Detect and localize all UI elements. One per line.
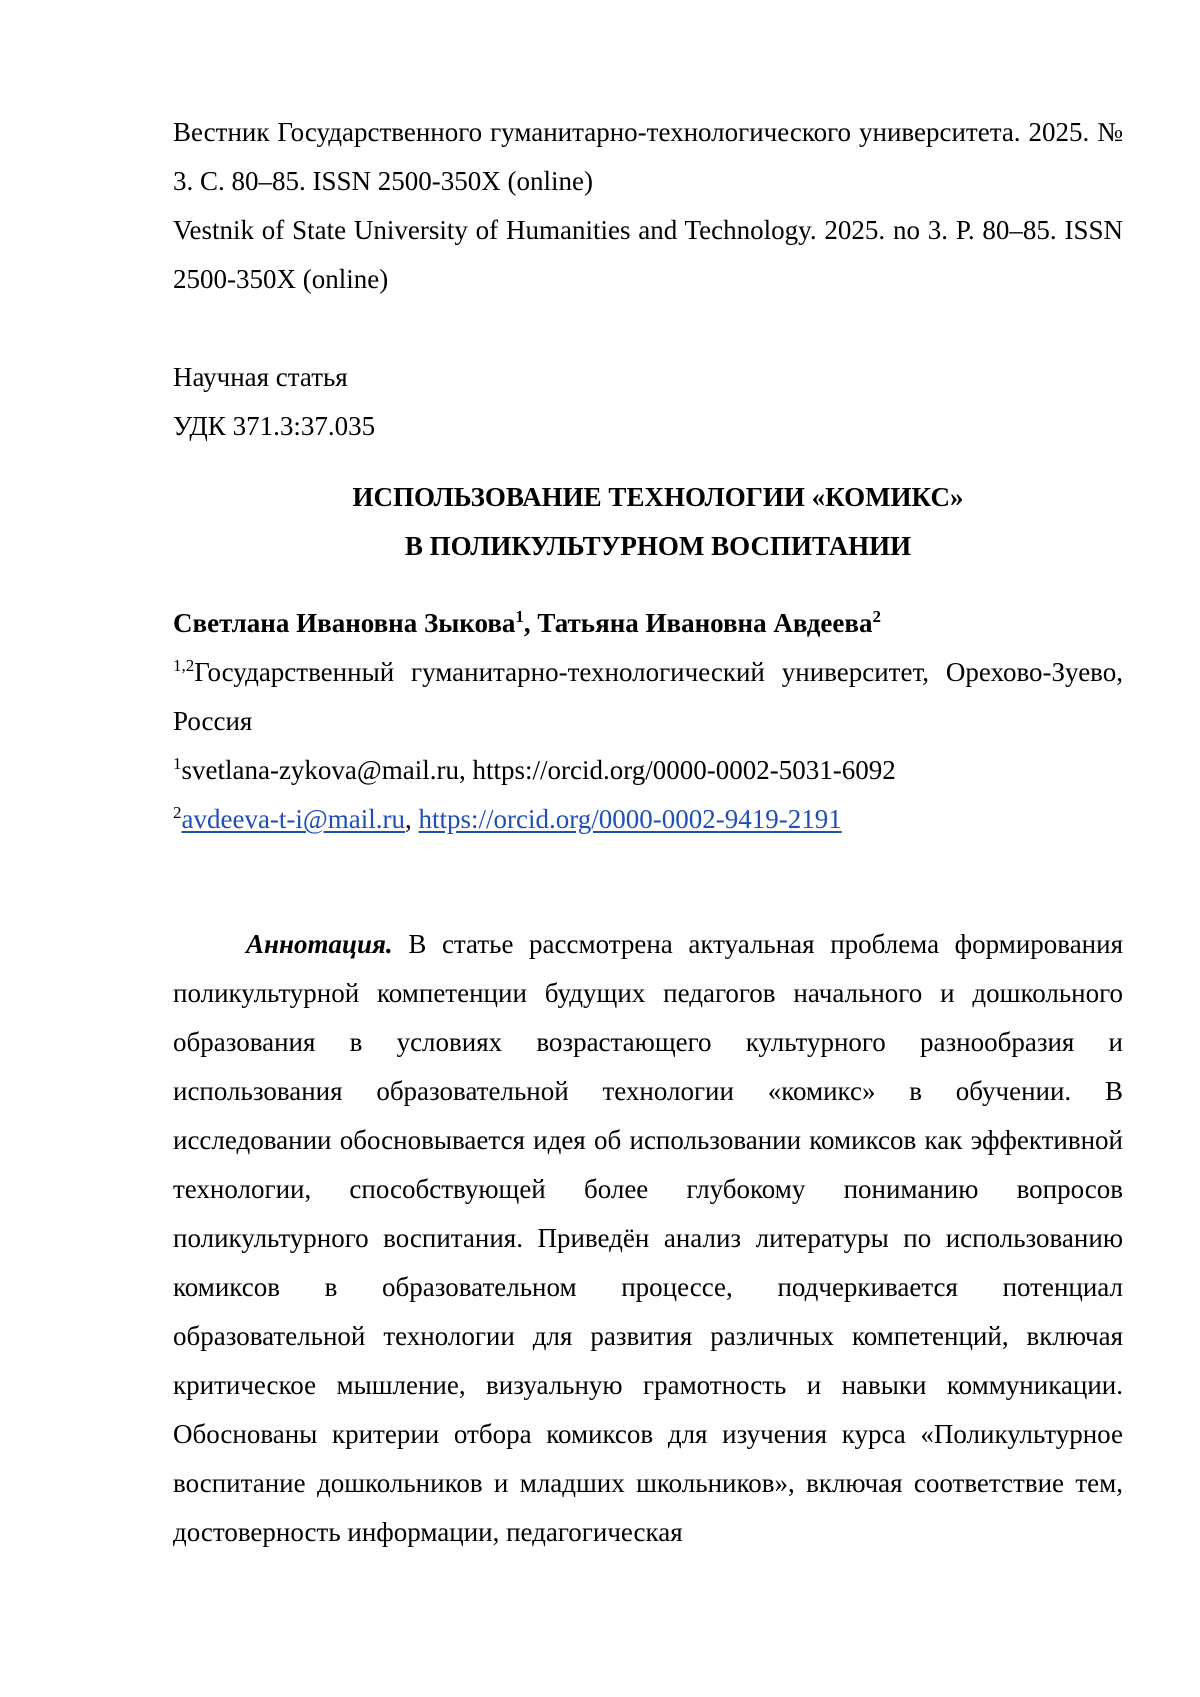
article-type: Научная статья [173,362,348,392]
article-page [173,108,1123,1584]
author-separator: , [523,608,538,638]
article-title [173,473,1123,571]
affiliation-sup: 1,2 [173,656,195,675]
contact-2-separator: , [405,804,419,834]
spacer [173,844,1123,893]
author-1-name: Светлана Ивановна Зыкова [173,608,516,638]
spacer [173,304,1123,353]
contact-2 [173,795,1123,844]
contact-2-email-link[interactable]: avdeeva-t-i@mail.ru [181,804,406,834]
author-2-name: Татьяна Ивановна Авдеева [537,608,873,638]
contact-1-email[interactable]: svetlana-zykova@mail.ru [181,755,460,785]
contact-1-separator: , [459,755,473,785]
journal-citation-en: Vestnik of State University of Humanities and Technology. 2025. no 3. P. 80–85. ISSN 2500-350X (online) [173,215,1123,294]
author-1-sup: 1 [515,607,524,626]
contact-2-sup: 2 [173,803,182,822]
contact-1 [173,746,1123,795]
affiliation-text: Государственный гуманитарно-технологический университет, Орехово-Зуево, Россия [173,657,1123,736]
contact-1-sup: 1 [173,754,182,773]
journal-citation-ru: Вестник Государственного гуманитарно-технологического университета. 2025. № 3. С. 80–85. ISSN 2500-350X (online) [173,117,1123,196]
spacer [173,451,1123,473]
abstract-label: Аннотация. [246,929,393,959]
abstract-text: В статье рассмотрена актуальная проблема формирования поликультурной компетенции будущих педагогов начального и дошкольного образования в условиях возрастающего культурного разнообразия и использования образовательной технологии «комикс» в обучении. В исследовании обосновывается идея об использовании комиксов как эффективной технологии, способствующей более глубокому пониманию вопросов поликультурного воспитания. Приведён анализ литературы по использованию комиксов в образовательном процессе, подчеркивается потенциал образовательной технологии для развития различных компетенций, включая критическое мышление, визуальную грамотность и навыки коммуникации. Обоснованы критерии отбора комиксов для изучения курса «Поликультурное воспитание дошкольников и младших школьников», включая соответствие тем, достоверность информации, педагогическая [173,929,1123,1547]
author-2-sup: 2 [872,607,881,626]
contact-2-orcid-link[interactable]: https://orcid.org/0000-0002-9419-2191 [418,804,842,834]
abstract [173,920,1123,1557]
contact-1-orcid[interactable]: https://orcid.org/0000-0002-5031-6092 [472,755,896,785]
affiliation [173,648,1123,746]
title-line-2: В ПОЛИКУЛЬТУРНОМ ВОСПИТАНИИ [404,531,912,561]
authors [173,599,1123,648]
spacer [173,571,1123,599]
title-line-1: ИСПОЛЬЗОВАНИЕ ТЕХНОЛОГИИ «КОМИКС» [352,482,964,512]
udc-code: УДК 371.3:37.035 [173,411,376,441]
